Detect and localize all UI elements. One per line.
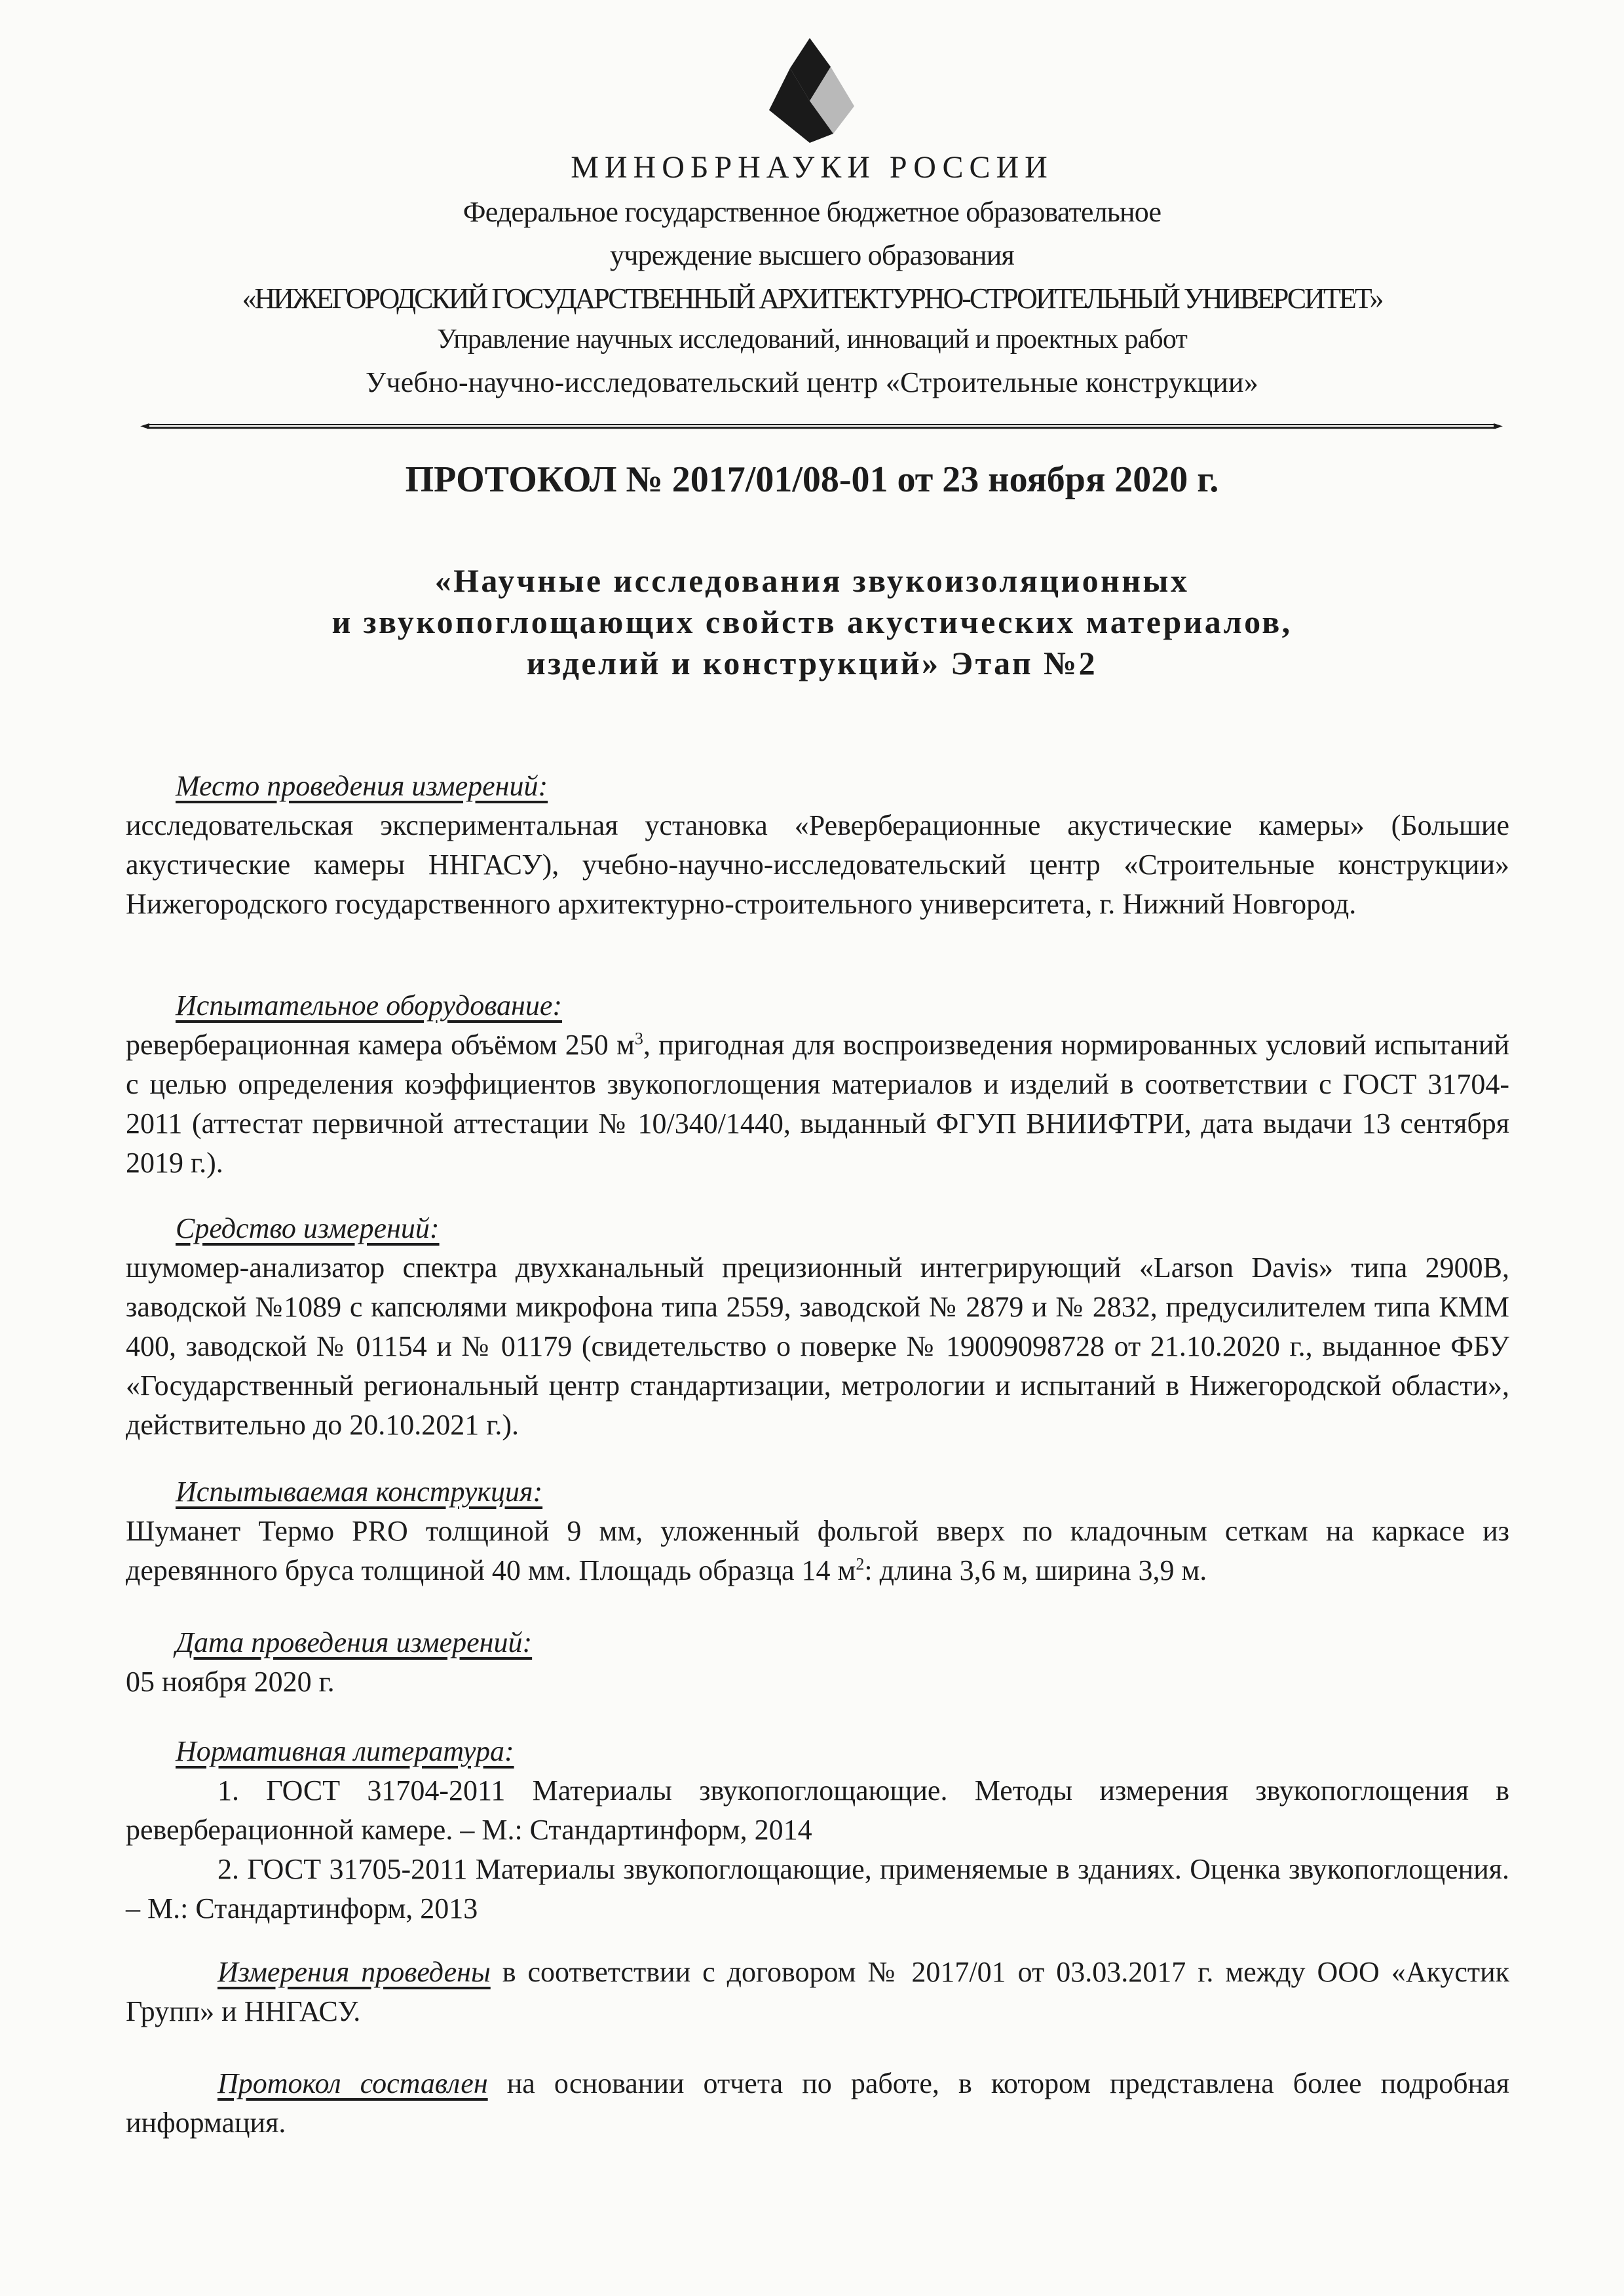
section-text: [126, 2064, 1509, 2143]
org-line-2: учреждение высшего образования: [610, 239, 1014, 271]
section-heading: Место проведения измерений:: [176, 770, 548, 802]
pyramid-logo-icon: [768, 38, 854, 143]
section-text: исследовательская экспериментальная установка «Реверберационные акустические камеры» (Большие акустические камеры ННГАСУ), учебно-научно-исследовательский центр «Строительные конструкции» Нижегородского государственного архитектурно-строительного университета, г. Нижний Новгород.: [126, 809, 1509, 920]
section-date: [126, 1623, 1509, 1702]
section-text: 05 ноября 2020 г.: [126, 1666, 335, 1698]
subject-title: [0, 560, 1624, 684]
section-text: [126, 1953, 1509, 2031]
section-heading: Нормативная литература:: [176, 1735, 514, 1767]
protocol-title: ПРОТОКОЛ № 2017/01/08-01 от 23 ноября 2020 г.: [405, 459, 1219, 500]
section-heading: Средство измерений:: [176, 1212, 440, 1244]
ministry-name: МИНОБРНАУКИ РОССИИ: [571, 150, 1053, 185]
section-place: [126, 767, 1509, 924]
text-part: : длина 3,6 м, ширина 3,9 м.: [864, 1554, 1207, 1586]
center-name: Учебно-научно-исследовательский центр «Строительные конструкции»: [366, 366, 1258, 398]
superscript: 2: [856, 1554, 865, 1574]
section-literature: [126, 1732, 1509, 1928]
section-text: [126, 1512, 1509, 1590]
superscript: 3: [634, 1029, 643, 1048]
subject-line-3: изделий и конструкций» Этап №2: [526, 645, 1098, 681]
university-name: «НИЖЕГОРОДСКИЙ ГОСУДАРСТВЕННЫЙ АРХИТЕКТУРНО-СТРОИТЕЛЬНЫЙ УНИВЕРСИТЕТ»: [242, 282, 1382, 315]
text-part: , пригодная для воспроизведения нормированных условий испытаний с целью определения коэффициентов звукопоглощения материалов и изделий в соответствии с ГОСТ 31704-2011 (аттестат первичной аттестации № 10/340/1440, выданный ФГУП ВНИИФТРИ, дата выдачи 13 сентября 2019 г.).: [126, 1029, 1509, 1179]
literature-item: 1. ГОСТ 31704-2011 Материалы звукопоглощающие. Методы измерения звукопоглощения в реверберационной камере. – М.: Стандартинформ, 2014: [126, 1774, 1509, 1846]
section-text: шумомер-анализатор спектра двухканальный прецизионный интегрирующий «Larson Davis» типа 2900B, заводской №1089 с капсюлями микрофона типа 2559, заводской № 2879 и № 2832, предусилителем типа КММ 400, заводской № 01154 и № 01179 (свидетельство о поверке № 19009098728 от 21.10.2020 г., выданное ФБУ «Государственный региональный центр стандартизации, метрологии и испытаний в Нижегородской области», действительно до 20.10.2021 г.).: [126, 1252, 1509, 1441]
section-equipment: [126, 986, 1509, 1183]
section-heading: Дата проведения измерений:: [176, 1626, 533, 1658]
text-part: в соответствии с договором № 2017/01 от 03.03.2017 г. между ООО «Акустик Групп» и ННГАСУ.: [126, 1956, 1510, 2027]
text-part: на основании отчета по работе, в котором представлена более подробная информация.: [126, 2067, 1509, 2139]
department-name: Управление научных исследований, инноваций и проектных работ: [436, 324, 1188, 354]
section-text: [126, 1025, 1509, 1183]
section-construction: [126, 1472, 1509, 1590]
header-divider: [140, 423, 1503, 430]
lead-phrase: Протокол составлен: [217, 2067, 488, 2099]
subject-line-1: «Научные исследования звукоизоляционных: [434, 562, 1190, 599]
org-line-1: Федеральное государственное бюджетное образовательное: [463, 196, 1161, 228]
text-part: Шуманет Термо PRO толщиной 9 мм, уложенный фольгой вверх по кладочным сеткам на каркасе из деревянного бруса толщиной 40 мм. Площадь образца 14 м: [126, 1515, 1509, 1586]
section-contract: [126, 1953, 1509, 2031]
section-report: [126, 2064, 1509, 2143]
section-heading: Испытательное оборудование:: [176, 989, 563, 1022]
lead-phrase: Измерения проведены: [217, 1956, 491, 1988]
section-instrument: [126, 1209, 1509, 1445]
literature-item: 2. ГОСТ 31705-2011 Материалы звукопоглощающие, применяемые в зданиях. Оценка звукопоглощения. – М.: Стандартинформ, 2013: [126, 1853, 1509, 1924]
section-heading: Испытываемая конструкция:: [176, 1476, 543, 1508]
text-part: реверберационная камера объёмом 250 м: [126, 1029, 635, 1061]
subject-line-2: и звукопоглощающих свойств акустических материалов,: [331, 603, 1293, 640]
